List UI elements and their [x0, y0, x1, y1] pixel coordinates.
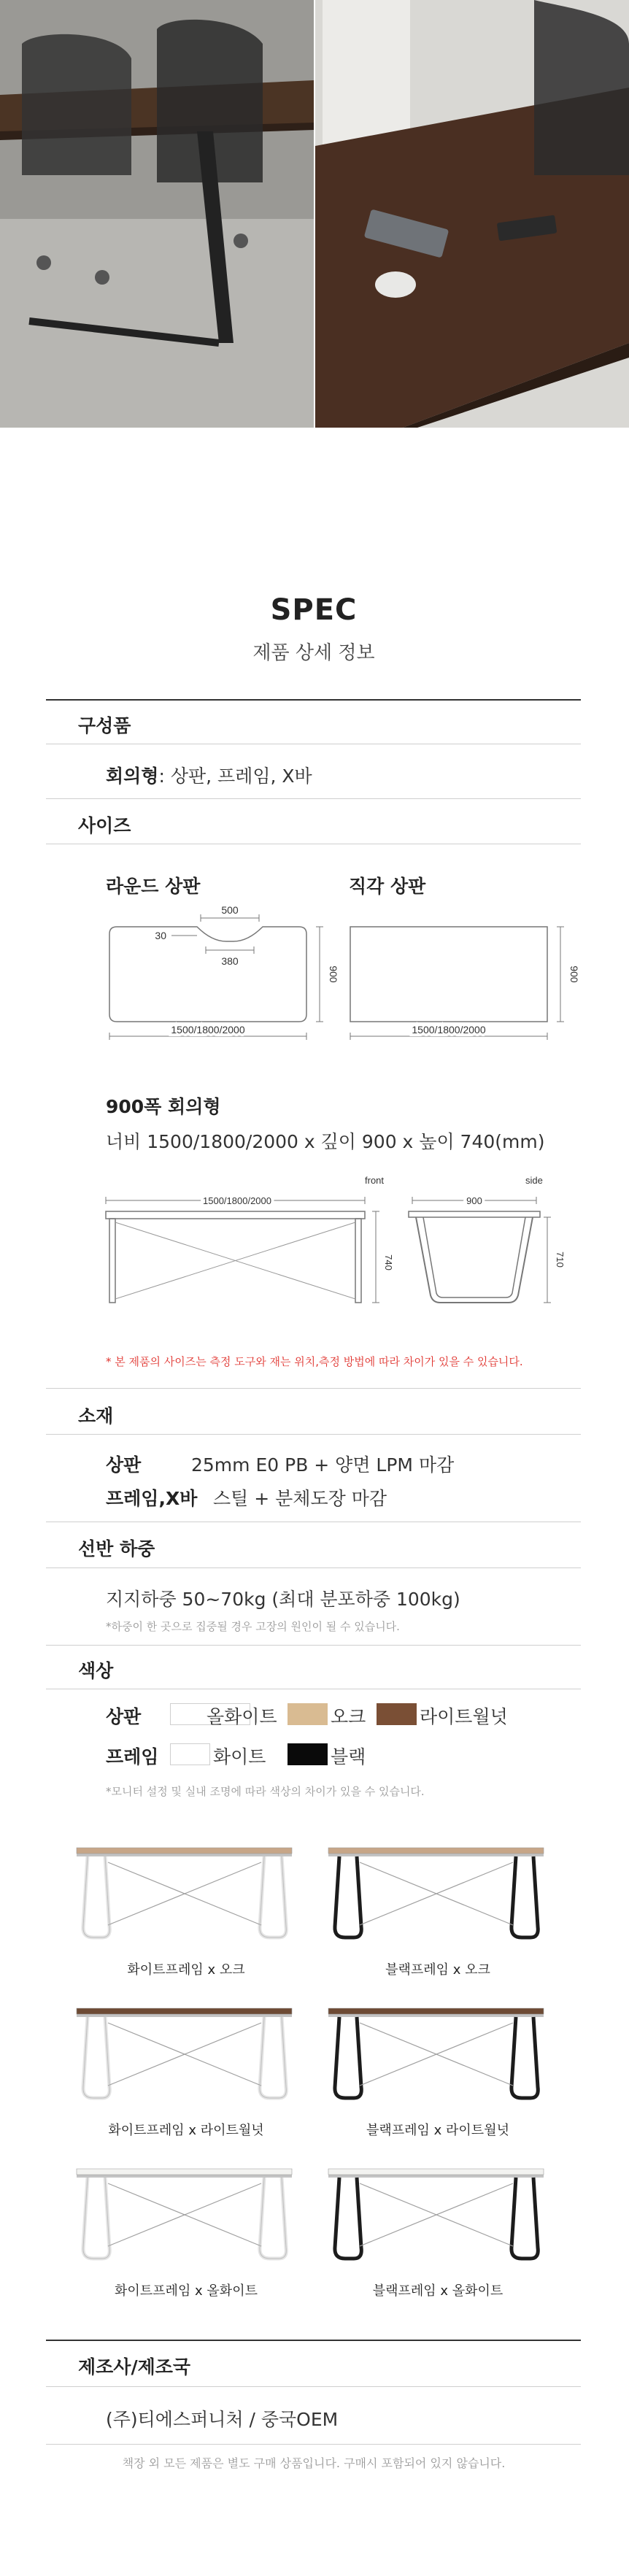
- composition-text: [106, 762, 312, 788]
- round-dim-depth: 900: [328, 965, 339, 983]
- color-frame-label: 프레임: [106, 1746, 159, 1767]
- rect-top-diagram: [343, 905, 584, 1044]
- composition-value: : 상판, 프레임, X바: [158, 766, 312, 787]
- material-heading: 소재: [78, 1405, 114, 1427]
- meeting-dims: 너비 1500/1800/2000 x 깊이 900 x 높이 740(mm): [106, 1131, 545, 1152]
- front-dim-height: 740: [383, 1254, 394, 1270]
- divider: [46, 1567, 581, 1568]
- load-heading: 선반 하중: [78, 1538, 155, 1559]
- round-top-label: 라운드 상판: [106, 876, 201, 897]
- side-label: side: [525, 1175, 543, 1186]
- divider: [46, 1434, 581, 1435]
- rect-dim-depth: 900: [568, 965, 580, 983]
- round-dim-notch: 500: [221, 904, 239, 916]
- swatch-frame-white: [170, 1743, 210, 1765]
- swatch-frame-black: [288, 1743, 328, 1765]
- round-dim-width: 1500/1800/2000: [171, 1024, 245, 1036]
- meeting-label: 900폭 회의형: [106, 1096, 221, 1117]
- swatch-top-lightwalnut: [377, 1703, 417, 1725]
- material-frame-label: 프레임,X바: [106, 1488, 198, 1509]
- product-image: [73, 2000, 299, 2109]
- swatch-top-oak: [288, 1703, 328, 1725]
- load-value: 지지하중 50~70kg (최대 분포하중 100kg): [106, 1589, 460, 1610]
- material-top-value: 25mm E0 PB + 양면 LPM 마감: [191, 1454, 455, 1476]
- load-note: *하중이 한 곳으로 집중될 경우 고장의 원인이 될 수 있습니다.: [106, 1620, 400, 1633]
- product-image: [325, 2000, 551, 2109]
- rect-top-label: 직각 상판: [349, 876, 426, 897]
- color-top-label: 상판: [106, 1706, 142, 1727]
- product-caption: 블랙프레임 x 올화이트: [372, 2283, 503, 2299]
- front-label: front: [365, 1175, 385, 1186]
- hero-photos: [0, 0, 628, 428]
- product-image: [73, 1839, 299, 1948]
- swatch-frame-white-label: 화이트: [213, 1746, 266, 1767]
- front-view-diagram: [99, 1168, 394, 1314]
- side-dim-width: 900: [466, 1195, 482, 1206]
- product-caption: 화이트프레임 x 올화이트: [115, 2283, 258, 2299]
- spec-subtitle: 제품 상세 정보: [252, 642, 375, 664]
- footer-note: 책장 외 모든 제품은 별도 구매 상품입니다. 구매시 포함되어 있지 않습니다.: [122, 2456, 506, 2470]
- divider: [46, 2340, 581, 2341]
- divider: [46, 699, 581, 701]
- material-top-label: 상판: [106, 1454, 142, 1476]
- side-view-diagram: [398, 1168, 566, 1314]
- product-caption: 블랙프레임 x 오크: [385, 1962, 490, 1978]
- material-frame-value: 스틸 + 분체도장 마감: [213, 1488, 387, 1509]
- product-caption: 블랙프레임 x 라이트월넛: [366, 2123, 509, 2138]
- front-dim-width: 1500/1800/2000: [203, 1195, 271, 1206]
- swatch-top-oak-label: 오크: [331, 1706, 366, 1727]
- divider: [46, 2386, 581, 2387]
- swatch-top-allwhite-label: 올화이트: [207, 1706, 277, 1727]
- round-dim-inner: 380: [221, 955, 239, 967]
- divider: [46, 1388, 581, 1389]
- product-caption: 화이트프레임 x 오크: [127, 1962, 245, 1978]
- product-image: [325, 1839, 551, 1948]
- swatch-top-lightwalnut-label: 라이트월넛: [420, 1706, 508, 1727]
- hero-photo-meeting-room: [0, 0, 313, 428]
- divider: [46, 1645, 581, 1646]
- spec-title: SPEC: [270, 593, 358, 627]
- hero-photo-desk-detail: [315, 0, 628, 428]
- divider: [46, 2444, 581, 2445]
- color-note: *모니터 설정 및 실내 조명에 따라 색상의 차이가 있을 수 있습니다.: [106, 1785, 425, 1798]
- size-note: * 본 제품의 사이즈는 측정 도구와 재는 위치,측정 방법에 따라 차이가 있을 수 있습니다.: [106, 1355, 523, 1368]
- divider: [46, 798, 581, 799]
- rect-dim-width: 1500/1800/2000: [412, 1024, 486, 1036]
- color-heading: 색상: [78, 1660, 114, 1681]
- product-image: [325, 2160, 551, 2270]
- side-dim-height: 710: [555, 1252, 566, 1268]
- composition-label: 회의형: [106, 766, 159, 787]
- size-heading: 사이즈: [78, 815, 131, 836]
- maker-heading: 제조사/제조국: [78, 2356, 191, 2378]
- product-image: [73, 2160, 299, 2270]
- composition-heading: 구성품: [78, 715, 131, 736]
- round-dim-edge: 30: [155, 930, 166, 941]
- product-caption: 화이트프레임 x 라이트월넛: [108, 2123, 264, 2138]
- swatch-frame-black-label: 블랙: [331, 1746, 366, 1767]
- maker-value: (주)티에스퍼니처 / 중국OEM: [106, 2409, 339, 2430]
- round-top-diagram: [102, 905, 365, 1044]
